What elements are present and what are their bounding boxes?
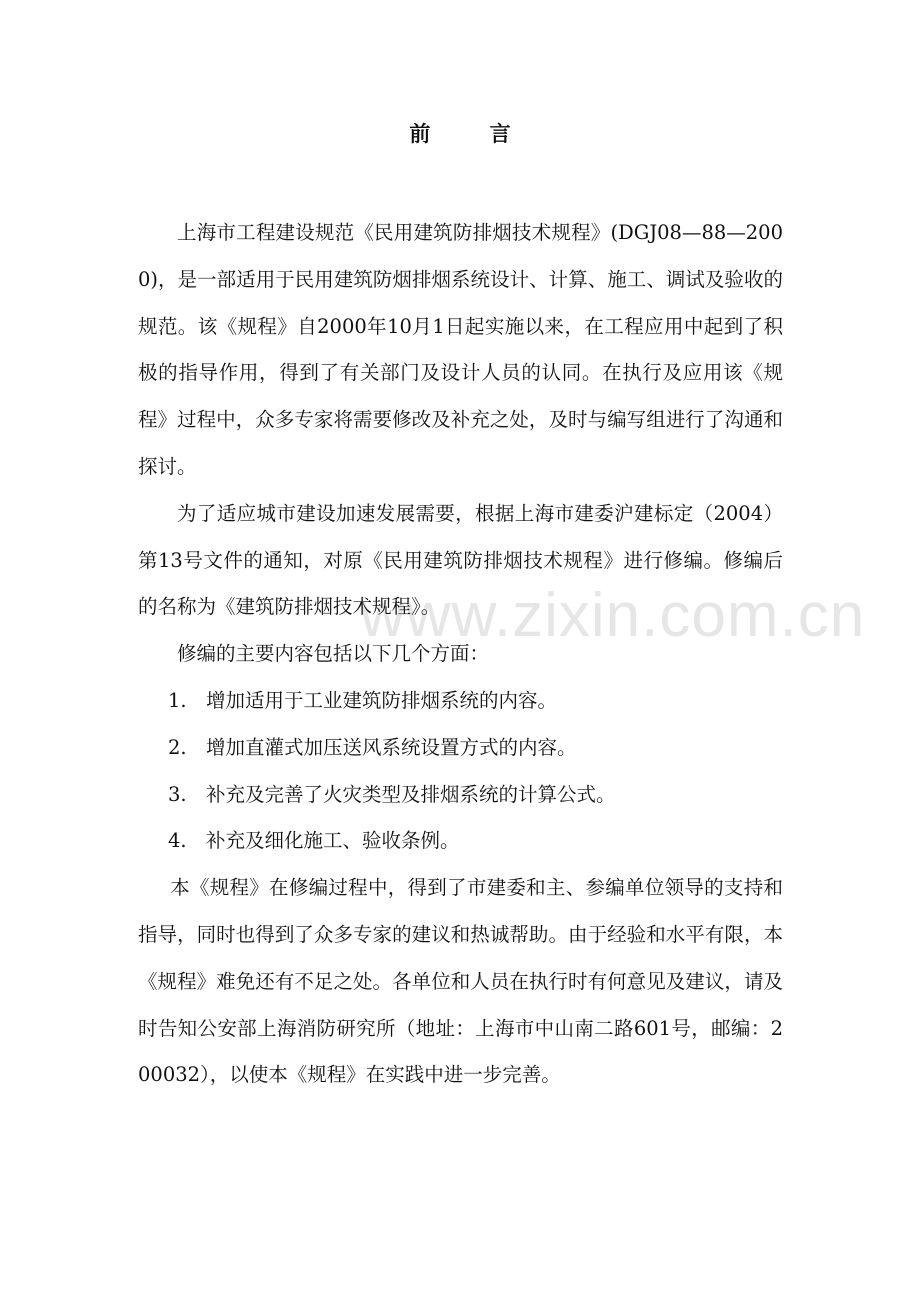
list-item-number: 1. xyxy=(168,688,187,712)
list-item-number: 3. xyxy=(168,782,187,806)
list-item xyxy=(138,818,783,865)
list-item-text: 增加适用于工业建筑防排烟系统的内容。 xyxy=(206,688,558,712)
document-body xyxy=(138,210,783,1099)
paragraph-intro: 上海市工程建设规范《民用建筑防排烟技术规程》(DGJ08—88—2000)，是一部适用于民用建筑防烟排烟系统设计、计算、施工、调试及验收的规范。该《规程》自2000年10月1日起实施以来，在工程应用中起到了积极的指导作用，得到了有关部门及设计人员的认同。在执行及应用该《规程》过程中，众多专家将需要修改及补充之处，及时与编写组进行了沟通和探讨。 xyxy=(138,221,783,478)
list-item-text: 补充及细化施工、验收条例。 xyxy=(206,829,460,853)
list-item-number: 4. xyxy=(168,829,187,853)
paragraph-revision-basis: 为了适应城市建设加速发展需要，根据上海市建委沪建标定（2004）第13号文件的通知，对原《民用建筑防排烟技术规程》进行修编。修编后的名称为《建筑防排烟技术规程》。 xyxy=(138,501,783,619)
list-item-text: 增加直灌式加压送风系统设置方式的内容。 xyxy=(206,735,577,759)
page-title: 前 言 xyxy=(409,121,537,146)
watermark: www.zixin.com.cn xyxy=(360,581,866,650)
paragraph-closing: 本《规程》在修编过程中，得到了市建委和主、参编单位领导的支持和指导，同时也得到了众多专家的建议和热诚帮助。由于经验和水平有限，本《规程》难免还有不足之处。各单位和人员在执行时有何意见及建议，请及时告知公安部上海消防研究所（地址：上海市中山南二路601号，邮编：200032），以使本《规程》在实践中进一步完善。 xyxy=(138,876,783,1087)
list-item-number: 2. xyxy=(168,735,187,759)
list-item-text: 补充及完善了火灾类型及排烟系统的计算公式。 xyxy=(206,782,616,806)
list-item xyxy=(138,772,783,819)
list-item xyxy=(138,678,783,725)
list-item xyxy=(138,725,783,772)
paragraph-revision-contents: 修编的主要内容包括以下几个方面： xyxy=(177,642,490,666)
revision-list xyxy=(138,678,783,865)
